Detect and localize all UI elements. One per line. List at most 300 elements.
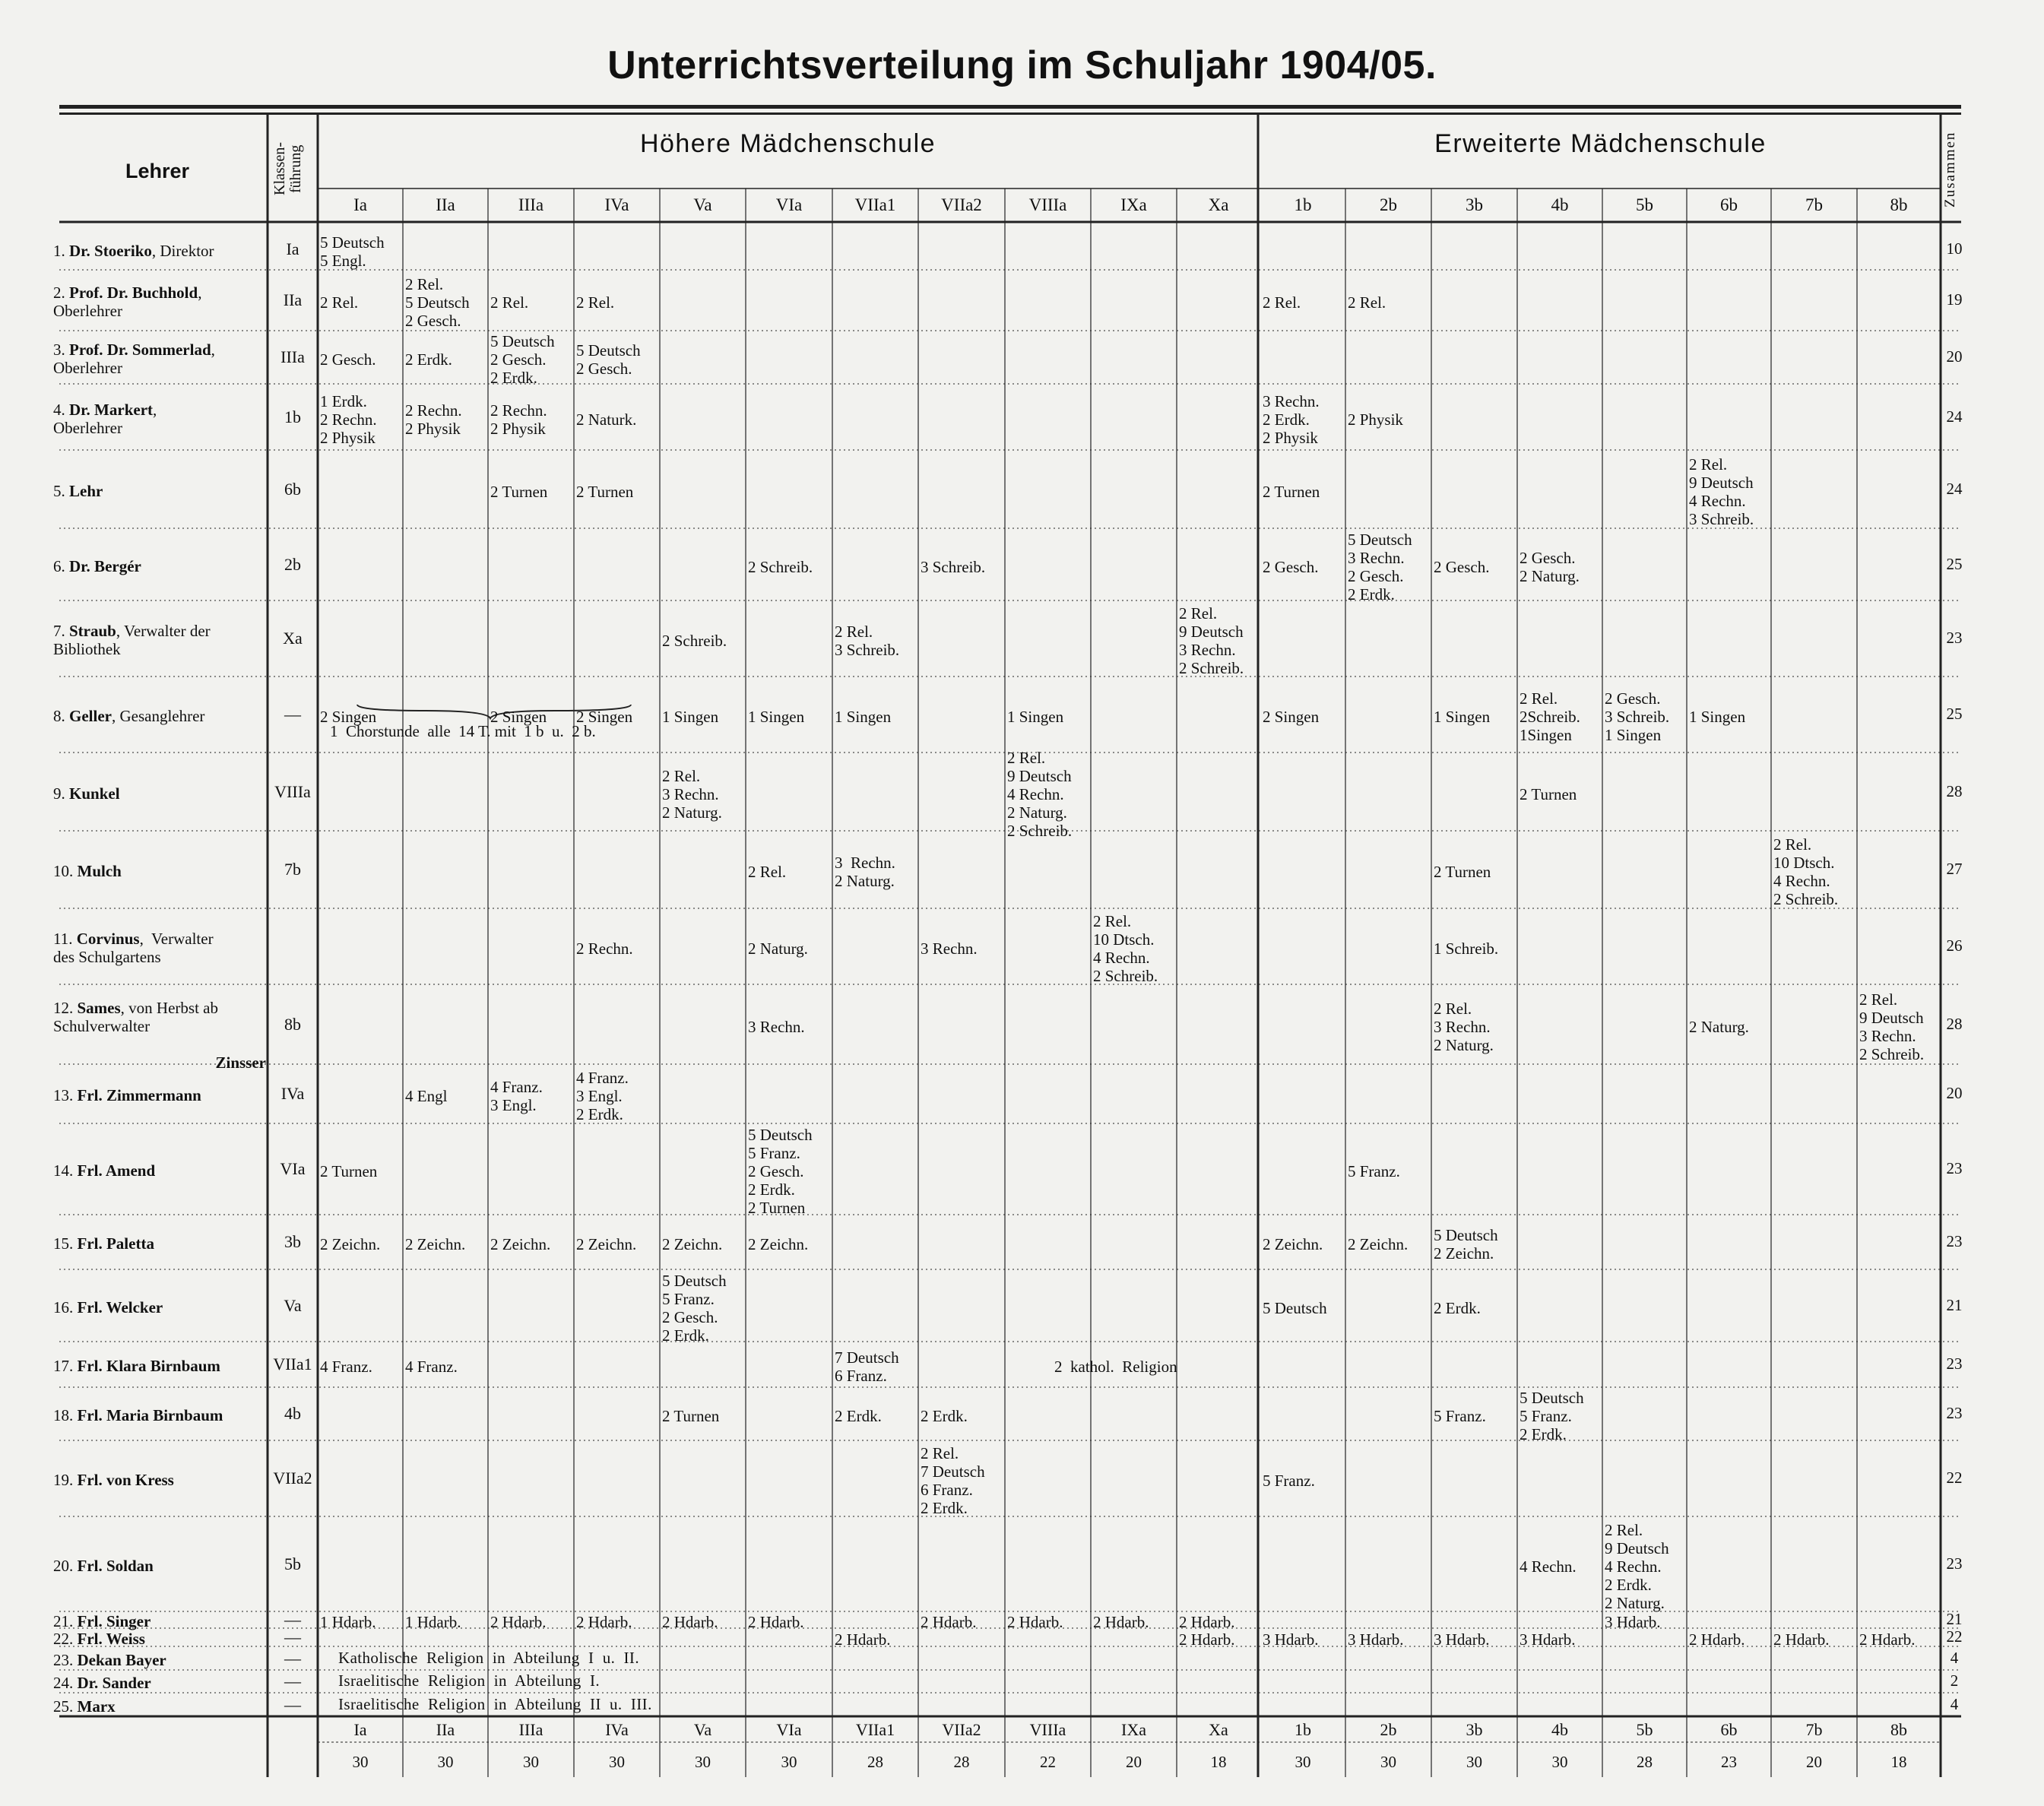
footer-column-label: Va <box>693 1720 712 1739</box>
lesson-cell: 2 Gesch. <box>1263 557 1319 576</box>
footer-column-label: 5b <box>1636 1720 1653 1739</box>
column-header-VIIa2: VIIa2 <box>941 195 982 214</box>
lesson-cell: 2 Erdk. <box>1434 1298 1481 1317</box>
teacher-surname: Straub <box>69 622 116 640</box>
footer-column-total: 30 <box>609 1753 625 1771</box>
lesson-cell: 2 Zeichn. <box>405 1235 466 1253</box>
lesson-cell: 5 Franz. <box>1348 1162 1400 1180</box>
teacher-name <box>53 1697 266 1716</box>
lesson-cell: 2 Naturk. <box>576 410 637 429</box>
lesson-cell: 2 Gesch. 3 Schreib. 1 Singen <box>1605 689 1670 744</box>
klassenfuehrung-cell: 8b <box>284 1014 301 1034</box>
lesson-cell: 2 Rel. 9 Deutsch 3 Rechn. 2 Schreib. <box>1179 604 1244 677</box>
klassenfuehrung-cell: Ia <box>286 239 299 258</box>
lesson-cell: 1 Singen <box>1434 708 1491 726</box>
teacher-role: , Verwalter der Bibliothek <box>53 622 211 658</box>
footer-column-label: 1b <box>1295 1720 1311 1739</box>
lesson-cell: 2 Turnen <box>490 482 548 501</box>
lesson-cell: 1 Erdk. 2 Rechn. 2 Physik <box>320 391 377 447</box>
klassenfuehrung-cell: VIIIa <box>274 781 311 801</box>
teacher-number: 18. <box>53 1406 78 1424</box>
teacher-name <box>53 622 266 658</box>
klassenfuehrung-cell: VIa <box>280 1159 306 1178</box>
lesson-cell: 1 Hdarb. <box>320 1613 376 1631</box>
teacher-role: , Oberlehrer <box>53 284 202 320</box>
teacher-role: , von Herbst ab Schulverwalter <box>53 998 218 1035</box>
teacher-surname: Corvinus <box>76 930 140 948</box>
row-total: 26 <box>1946 936 1963 955</box>
klassenfuehrung-cell: IVa <box>280 1084 305 1103</box>
teacher-name <box>53 862 266 880</box>
lesson-cell: 2 Hdarb. <box>1859 1630 1916 1649</box>
lesson-cell: 3 Rechn. 2 Naturg. <box>835 854 895 890</box>
footer-column-total: 30 <box>523 1753 539 1771</box>
lesson-cell: 4 Rechn. <box>1520 1557 1577 1576</box>
row-total: 25 <box>1946 705 1963 723</box>
lesson-cell: 2 Zeichn. <box>576 1235 637 1253</box>
teacher-role: , Oberlehrer <box>53 341 215 377</box>
lesson-cell: 5 Franz. <box>1263 1472 1315 1490</box>
footer-column-total: 20 <box>1126 1753 1142 1771</box>
teacher-name <box>53 1471 266 1489</box>
teacher-surname: Sames <box>77 998 121 1017</box>
klassenfuehrung-cell: 6b <box>284 479 301 499</box>
lesson-cell: 3 Hdarb. <box>1348 1630 1404 1649</box>
teacher-number: 6. <box>53 556 69 575</box>
footer-column-label: IXa <box>1121 1720 1146 1739</box>
teacher-surname: Frl. Welcker <box>77 1297 163 1316</box>
teacher-surname: Dr. Sander <box>77 1674 151 1692</box>
lesson-cell: 3 Rechn. <box>748 1017 805 1036</box>
lesson-cell: 2 Hdarb. <box>921 1613 977 1631</box>
teacher-successor: Zinsser <box>215 1053 266 1072</box>
lesson-cell: 2 Naturg. <box>748 939 808 958</box>
klassenfuehrung-cell: 7b <box>284 860 301 879</box>
column-header-Ia: Ia <box>353 195 367 214</box>
lesson-cell: 2 Singen <box>320 708 377 726</box>
teacher-surname: Frl. Singer <box>77 1612 151 1630</box>
lesson-cell: 1 Singen <box>1007 708 1064 726</box>
footer-column-label: IIa <box>436 1720 455 1739</box>
lesson-cell: 4 Franz. 3 Engl. 2 Erdk. <box>576 1069 629 1123</box>
lesson-cell: 2 Hdarb. <box>576 1613 632 1631</box>
lesson-cell: 2 Gesch. 2 Naturg. <box>1520 548 1580 585</box>
teacher-number: 23. <box>53 1650 78 1669</box>
teacher-number: 2. <box>53 284 69 302</box>
span-lesson: Katholische Religion in Abteilung I u. II. <box>338 1648 639 1667</box>
teacher-name <box>53 1086 266 1104</box>
teacher-name <box>53 284 266 320</box>
teacher-name <box>53 930 266 966</box>
lesson-cell: 2 Hdarb. <box>662 1613 718 1631</box>
footer-column-total: 18 <box>1210 1753 1227 1771</box>
footer-column-total: 30 <box>352 1753 369 1771</box>
lesson-cell: 2 Rel. 9 Deutsch 4 Rechn. 3 Schreib. <box>1689 455 1754 528</box>
row-total: 23 <box>1946 1554 1963 1573</box>
klassenfuehrung-cell: Va <box>284 1295 302 1315</box>
klassenfuehrung-header: Klassen- führung <box>271 142 304 196</box>
teacher-name <box>53 784 266 803</box>
teacher-number: 1. <box>53 241 69 260</box>
teacher-surname: Geller <box>69 707 112 725</box>
lesson-cell: 2 Hdarb. <box>748 1613 804 1631</box>
footer-column-total: 30 <box>1551 1753 1568 1771</box>
lesson-cell: 5 Deutsch 5 Franz. 2 Erdk. <box>1520 1389 1584 1443</box>
teacher-name <box>53 482 266 500</box>
teacher-name <box>53 1630 266 1648</box>
teacher-number: 4. <box>53 400 69 419</box>
row-total: 4 <box>1950 1694 1959 1713</box>
column-header-6b: 6b <box>1720 195 1738 214</box>
lesson-cell: 2 Hdarb. <box>1179 1630 1235 1649</box>
lesson-cell: 4 Franz. <box>320 1358 372 1376</box>
row-total: 20 <box>1946 347 1963 366</box>
teacher-number: 12. <box>53 998 78 1017</box>
lesson-cell: 5 Deutsch 2 Gesch. 2 Erdk. <box>490 332 555 387</box>
klassenfuehrung-cell: 4b <box>284 1404 301 1423</box>
lesson-cell: 2 Gesch. <box>1434 557 1490 576</box>
column-header-8b: 8b <box>1890 195 1908 214</box>
teacher-role: , Oberlehrer <box>53 400 157 437</box>
lesson-cell: 5 Deutsch 2 Gesch. <box>576 341 641 378</box>
teacher-number: 10. <box>53 862 78 880</box>
row-total: 4 <box>1950 1648 1959 1667</box>
footer-column-total: 30 <box>437 1753 454 1771</box>
lesson-cell: 2 Rel. 7 Deutsch 6 Franz. 2 Erdk. <box>921 1444 985 1517</box>
lesson-cell: 2 Gesch. <box>320 350 376 369</box>
klassenfuehrung-cell: Xa <box>283 629 303 648</box>
column-header-Va: Va <box>693 195 712 214</box>
teacher-surname: Frl. von Kress <box>77 1471 174 1489</box>
footer-column-label: VIIa1 <box>855 1720 895 1739</box>
row-total: 19 <box>1946 290 1963 309</box>
teacher-name <box>53 1674 266 1692</box>
footer-column-total: 28 <box>1637 1753 1653 1771</box>
row-total: 23 <box>1946 629 1963 647</box>
column-header-1b: 1b <box>1294 195 1312 214</box>
lesson-cell: 3 Hdarb. <box>1605 1613 1661 1631</box>
lesson-cell: 2 Rechn. 2 Physik <box>490 401 547 438</box>
column-header-IIIa: IIIa <box>518 195 544 214</box>
footer-column-label: VIIIa <box>1029 1720 1066 1739</box>
teacher-number: 22. <box>53 1630 78 1648</box>
lesson-cell: 2 Naturg. <box>1689 1017 1749 1036</box>
teacher-name <box>53 1557 266 1575</box>
teacher-surname: Prof. Dr. Buchhold <box>69 284 198 302</box>
row-total: 25 <box>1946 554 1963 573</box>
lesson-cell: 2 Erdk. <box>921 1407 968 1425</box>
footer-column-label: IVa <box>605 1720 629 1739</box>
lesson-cell: 1 Singen <box>1689 708 1746 726</box>
lesson-cell: 2 Turnen <box>662 1407 720 1425</box>
teacher-number: 8. <box>53 707 69 725</box>
page-title: Unterrichtsverteilung im Schuljahr 1904/05. <box>607 43 1437 87</box>
teacher-number: 5. <box>53 481 69 500</box>
footer-column-label: 3b <box>1466 1720 1483 1739</box>
column-header-VIa: VIa <box>775 195 803 214</box>
teacher-number: 9. <box>53 784 69 803</box>
footer-column-total: 30 <box>695 1753 711 1771</box>
lesson-cell: 4 Franz. 3 Engl. <box>490 1078 543 1114</box>
klassenfuehrung-cell: IIIa <box>280 347 305 366</box>
row-total: 28 <box>1946 1014 1963 1033</box>
teacher-role: , Verwalter des Schulgartens <box>53 930 214 966</box>
lesson-cell: 2 Singen <box>1263 708 1320 726</box>
zusammen-header: Zusammen <box>1942 131 1958 208</box>
footer-column-label: VIIa2 <box>942 1720 981 1739</box>
teacher-name <box>53 1406 266 1424</box>
lesson-cell: 4 Franz. <box>405 1358 458 1376</box>
row-total: 24 <box>1946 407 1963 426</box>
lesson-cell: 3 Hdarb. <box>1520 1630 1576 1649</box>
klassenfuehrung-cell: 3b <box>284 1232 301 1251</box>
lesson-cell: 2 Rel. <box>576 293 615 312</box>
lesson-cell: 2 Schreib. <box>662 632 727 650</box>
lesson-cell: 2 Rel. <box>748 863 787 881</box>
klassenfuehrung-cell: — <box>284 1671 301 1690</box>
teacher-name <box>53 707 266 725</box>
footer-column-label: 8b <box>1890 1720 1907 1739</box>
teacher-surname: Frl. Klara Birnbaum <box>77 1357 220 1375</box>
teacher-surname: Dr. Stoeriko <box>69 241 152 260</box>
teacher-number: 14. <box>53 1161 78 1180</box>
footer-column-total: 28 <box>867 1753 883 1771</box>
lesson-cell: 7 Deutsch 6 Franz. <box>835 1348 899 1385</box>
lesson-cell: 2 Hdarb. <box>1773 1630 1830 1649</box>
lesson-cell: 1 Singen <box>748 708 805 726</box>
row-total: 24 <box>1946 479 1963 498</box>
footer-column-label: 7b <box>1805 1720 1823 1739</box>
lesson-cell: 2 Turnen <box>1520 784 1577 803</box>
klassenfuehrung-cell: — <box>284 1648 301 1668</box>
column-header-5b: 5b <box>1636 195 1653 214</box>
lesson-cell: 2 Hdarb. <box>490 1613 547 1631</box>
lesson-cell: 3 Rechn. 2 Erdk. 2 Physik <box>1263 391 1320 447</box>
lesson-cell: 2 Turnen <box>576 482 634 501</box>
teacher-number: 16. <box>53 1297 78 1316</box>
klassenfuehrung-cell: — <box>284 1610 301 1629</box>
lesson-cell: 2 Singen <box>576 708 633 726</box>
teacher-name <box>53 242 266 260</box>
span-lesson: Israelitische Religion in Abteilung II u. III. <box>338 1694 652 1713</box>
group-erweiterte-header: Erweiterte Mädchenschule <box>1434 129 1767 158</box>
teacher-surname: Mulch <box>77 862 122 880</box>
lesson-cell: 2 Zeichn. <box>1348 1235 1409 1253</box>
teacher-surname: Lehr <box>69 481 103 500</box>
teacher-role: , Gesanglehrer <box>111 707 205 725</box>
column-header-7b: 7b <box>1805 195 1823 214</box>
lesson-cell: 2 Rel. 9 Deutsch 3 Rechn. 2 Schreib. <box>1859 990 1925 1063</box>
row-total: 21 <box>1946 1295 1963 1314</box>
footer-column-total: 28 <box>953 1753 970 1771</box>
lesson-cell: 2 Rel. 3 Rechn. 2 Naturg. <box>662 766 722 822</box>
klassenfuehrung-cell: 1b <box>284 407 301 426</box>
lesson-cell: 2 Zeichn. <box>490 1235 551 1253</box>
teacher-name <box>53 1234 266 1253</box>
lesson-cell: 5 Deutsch 5 Engl. <box>320 233 385 270</box>
footer-column-label: 2b <box>1380 1720 1397 1739</box>
teacher-name <box>53 341 266 377</box>
lesson-cell: 2 Rel. 9 Deutsch 4 Rechn. 2 Naturg. 2 Schreib. <box>1007 748 1073 840</box>
teacher-number: 15. <box>53 1234 78 1253</box>
klassenfuehrung-cell: 2b <box>284 554 301 574</box>
column-header-IVa: IVa <box>604 195 629 214</box>
lesson-cell: 2 Rel. 3 Rechn. 2 Naturg. <box>1434 999 1494 1054</box>
teacher-surname: Dr. Bergér <box>69 556 141 575</box>
teacher-name <box>53 557 266 575</box>
teacher-role: , Direktor <box>151 241 214 260</box>
klassenfuehrung-cell: — <box>284 1694 301 1714</box>
choir-note: 1 Chorstunde alle 14 T. mit 1 b u. 2 b. <box>330 722 596 740</box>
teacher-number: 20. <box>53 1556 78 1575</box>
lesson-cell: 2 Rel. 5 Deutsch 2 Gesch. <box>405 275 470 330</box>
lesson-cell: 2 Rel. <box>490 293 529 312</box>
footer-column-total: 23 <box>1721 1753 1737 1771</box>
teacher-surname: Kunkel <box>69 784 120 803</box>
lesson-cell: 5 Franz. <box>1434 1407 1486 1425</box>
teacher-surname: Frl. Weiss <box>77 1630 145 1648</box>
footer-column-total: 22 <box>1040 1753 1056 1771</box>
column-header-3b: 3b <box>1466 195 1483 214</box>
row-total: 22 <box>1946 1627 1963 1646</box>
span-lesson: Israelitische Religion in Abteilung I. <box>338 1671 600 1690</box>
teacher-name <box>53 1612 266 1630</box>
lehrer-header: Lehrer <box>125 160 190 182</box>
klassenfuehrung-cell: VIIa2 <box>273 1469 312 1488</box>
teacher-surname: Marx <box>77 1697 116 1716</box>
teacher-number: 13. <box>53 1086 78 1104</box>
klassenfuehrung-cell: — <box>284 1627 301 1646</box>
teacher-name <box>53 1651 266 1669</box>
group-hoehere-header: Höhere Mädchenschule <box>639 129 936 158</box>
lesson-cell: 3 Rechn. <box>921 939 978 958</box>
teacher-surname: Prof. Dr. Sommerlad <box>69 341 211 359</box>
footer-column-total: 30 <box>1380 1753 1396 1771</box>
teacher-number: 17. <box>53 1357 78 1375</box>
lesson-cell: 2 Erdk. <box>835 1407 882 1425</box>
lesson-cell: 2 Rel. 9 Deutsch 4 Rechn. 2 Erdk. 2 Naturg. <box>1605 1520 1669 1612</box>
row-total: 23 <box>1946 1354 1963 1373</box>
lesson-cell: 2 Zeichn. <box>748 1235 809 1253</box>
column-header-4b: 4b <box>1551 195 1569 214</box>
footer-column-total: 30 <box>1295 1753 1311 1771</box>
lesson-cell: 2 Rel. 3 Schreib. <box>835 623 900 659</box>
footer-column-label: IIIa <box>518 1720 543 1739</box>
row-total: 20 <box>1946 1084 1963 1102</box>
teacher-name <box>53 999 266 1072</box>
teacher-number: 3. <box>53 341 69 359</box>
lesson-cell: 2 Zeichn. <box>1263 1235 1323 1253</box>
lesson-cell: 3 Hdarb. <box>1263 1630 1319 1649</box>
teacher-surname: Frl. Soldan <box>77 1556 154 1575</box>
column-header-Xa: Xa <box>1208 195 1229 214</box>
lesson-cell: 2 Hdarb. <box>1179 1613 1235 1631</box>
footer-column-total: 20 <box>1806 1753 1822 1771</box>
row-total: 10 <box>1946 239 1963 258</box>
column-header-VIIa1: VIIa1 <box>854 195 896 214</box>
column-header-IIa: IIa <box>436 195 455 214</box>
teacher-number: 25. <box>53 1697 78 1716</box>
lesson-cell: 4 Engl <box>405 1087 448 1105</box>
lesson-cell: 2 Singen <box>490 708 547 726</box>
row-total: 22 <box>1946 1469 1963 1487</box>
lesson-cell: 1 Hdarb. <box>405 1613 461 1631</box>
row-total: 28 <box>1946 781 1963 800</box>
teacher-number: 21. <box>53 1612 78 1630</box>
footer-column-label: VIa <box>776 1720 802 1739</box>
footer-column-label: Ia <box>353 1720 367 1739</box>
lesson-cell: 2 Rel. 2Schreib. 1Singen <box>1520 689 1580 744</box>
lesson-cell: 2 Rel. <box>1348 293 1386 312</box>
lesson-cell: 2 Turnen <box>320 1162 378 1180</box>
footer-column-total: 18 <box>1890 1753 1907 1771</box>
lesson-cell: 5 Deutsch 5 Franz. 2 Gesch. 2 Erdk. 2 Turnen <box>748 1126 813 1217</box>
row-total: 23 <box>1946 1232 1963 1250</box>
teacher-name <box>53 401 266 437</box>
lesson-cell: 5 Deutsch <box>1263 1298 1327 1317</box>
column-header-2b: 2b <box>1380 195 1397 214</box>
lesson-cell: 5 Deutsch 2 Zeichn. <box>1434 1226 1498 1263</box>
column-header-IXa: IXa <box>1120 195 1147 214</box>
lesson-cell: 2 Zeichn. <box>320 1235 381 1253</box>
row-total: 2 <box>1950 1671 1959 1690</box>
lesson-cell: 2 Rechn. <box>576 939 633 958</box>
row-total: 23 <box>1946 1159 1963 1177</box>
lesson-cell: 2 Rel. <box>1263 293 1301 312</box>
teacher-name <box>53 1298 266 1316</box>
lesson-cell: 5 Deutsch 3 Rechn. 2 Gesch. 2 Erdk. <box>1348 530 1412 604</box>
teacher-number: 24. <box>53 1674 78 1692</box>
footer-column-label: 4b <box>1551 1720 1568 1739</box>
klassenfuehrung-cell: VIIa1 <box>273 1354 312 1374</box>
lesson-cell: 2 Turnen <box>1434 863 1491 881</box>
lesson-cell: 1 Singen <box>662 708 719 726</box>
teacher-number: 19. <box>53 1471 78 1489</box>
lesson-cell: 3 Hdarb. <box>1434 1630 1490 1649</box>
teacher-surname: Dekan Bayer <box>77 1650 166 1669</box>
footer-column-label: Xa <box>1209 1720 1228 1739</box>
lesson-cell: 1 Singen <box>835 708 892 726</box>
footer-column-total: 30 <box>1466 1753 1482 1771</box>
klassenfuehrung-cell: IIa <box>283 290 303 309</box>
lesson-cell: 2 Rel. <box>320 293 359 312</box>
column-header-VIIIa: VIIIa <box>1028 195 1067 214</box>
teacher-number: 11. <box>53 930 77 948</box>
lesson-cell: 2 Physik <box>1348 410 1403 429</box>
lesson-cell: 2 Rechn. 2 Physik <box>405 401 462 438</box>
teacher-name <box>53 1357 266 1375</box>
lesson-cell: 2 Rel. 10 Dtsch. 4 Rechn. 2 Schreib. <box>1093 912 1158 985</box>
footer-column-label: 6b <box>1720 1720 1738 1739</box>
lesson-cell: 2 Turnen <box>1263 482 1320 501</box>
teacher-surname: Frl. Maria Birnbaum <box>77 1406 223 1424</box>
lesson-cell: 3 Schreib. <box>921 557 986 576</box>
lesson-cell: 2 Hdarb. <box>835 1630 891 1649</box>
row-total: 27 <box>1946 860 1963 878</box>
klassenfuehrung-cell: — <box>284 705 301 724</box>
row-total: 23 <box>1946 1404 1963 1422</box>
lesson-cell: 5 Deutsch 5 Franz. 2 Gesch. 2 Erdk. <box>662 1271 727 1345</box>
teacher-surname: Dr. Markert <box>69 400 154 419</box>
lesson-cell: 2 Hdarb. <box>1689 1630 1745 1649</box>
lesson-cell: 2 Schreib. <box>748 557 813 576</box>
teacher-surname: Frl. Zimmermann <box>77 1086 201 1104</box>
klassenfuehrung-cell: 5b <box>284 1554 301 1573</box>
row-total: 21 <box>1946 1610 1963 1628</box>
lesson-cell: 2 kathol. Religion <box>1054 1358 1177 1376</box>
teacher-surname: Frl. Amend <box>77 1161 156 1180</box>
teacher-name <box>53 1161 266 1180</box>
